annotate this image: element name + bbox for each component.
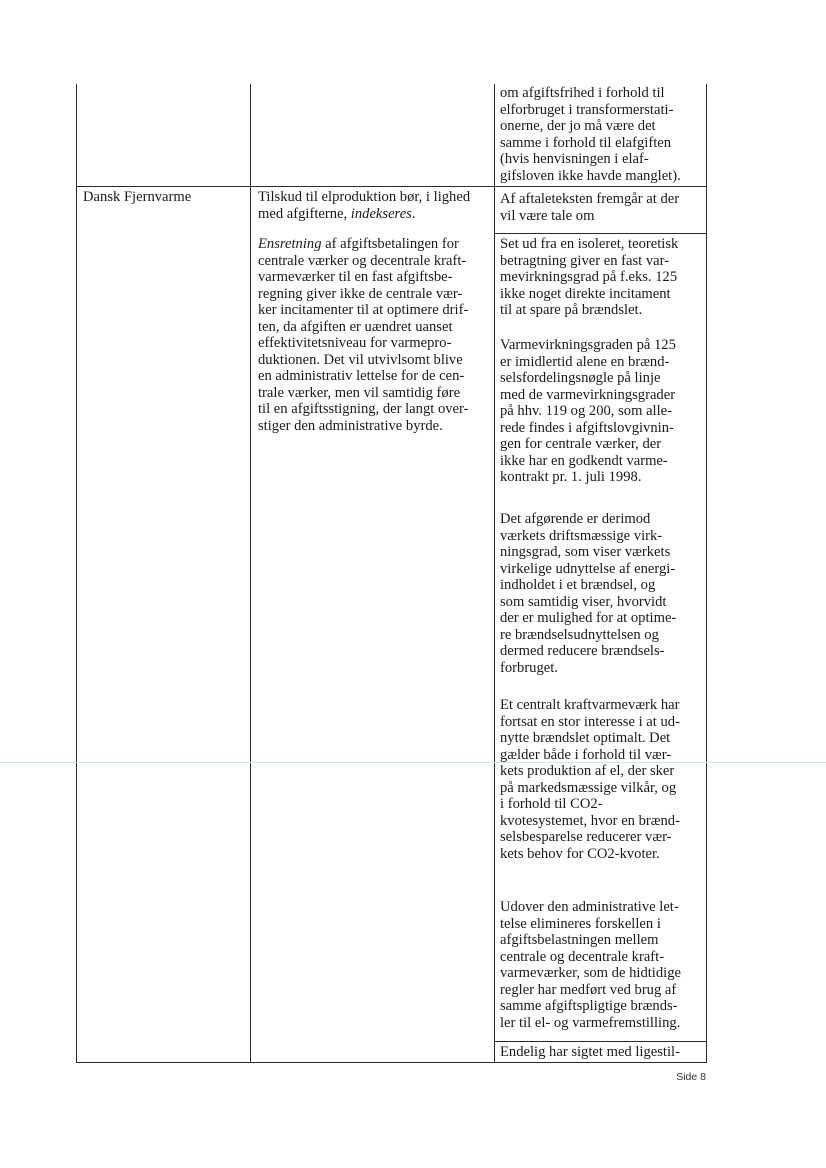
response-paragraph: Af aftaleteksten fremgår at der vil være tale om bbox=[500, 191, 680, 224]
comment-text: Tilskud til elproduktion bør, i lighed med afgifterne, bbox=[258, 189, 471, 222]
comment-emphasis: Ensretning bbox=[258, 236, 322, 252]
table-border-bottom bbox=[76, 1062, 707, 1063]
comment-paragraph bbox=[258, 189, 490, 222]
response-paragraph: Udover den administrative let- telse elimineres forskellen i afgiftsbelastningen mellem centrale og decentrale kraft- varmeværker, som de hidtidige regler har medført ved brug af samme afgiftspligtige brænds- ler til el- og varmefremstilling. bbox=[500, 899, 681, 1031]
response-paragraph: Set ud fra en isoleret, teoretisk betragtning giver en fast var- mevirkningsgrad på f.eks. 125 ikke noget direkte incitament til at spare på brændslet. bbox=[500, 236, 679, 318]
page-number: Side 8 bbox=[676, 1071, 706, 1083]
response-paragraph: Et centralt kraftvarmeværk har fortsat en stor interesse i at ud- nytte brændslet optimalt. Det gælder både i forhold til vær- kets produktion af el, der sker på markedsmæssige vilkår, og i forhold til CO2- kvotesystemet, hvor en brænd- selsbesparelse reducerer vær- kets behov for CO2-kvoter. bbox=[500, 697, 680, 862]
comment-text: . bbox=[411, 205, 416, 222]
right-cell-divider bbox=[494, 1041, 707, 1042]
comment-paragraph bbox=[258, 236, 490, 434]
table-border-left bbox=[76, 84, 77, 1062]
table-row-divider bbox=[76, 186, 707, 187]
response-paragraph: Varmevirkningsgraden på 125 er imidlertid alene en brænd- selsfordelingsnøgle på linje med de varmevirkningsgrader på hhv. 119 og 200, som alle- rede findes i afgiftslovgivnin- gen for centrale værker, der ikke har en godkendt varme- kontrakt pr. 1. juli 1998. bbox=[500, 337, 676, 485]
table-border-col3 bbox=[494, 84, 495, 1062]
response-paragraph: Det afgørende er derimod værkets driftsmæssige virk- ningsgrad, som viser værkets virkelige udnyttelse af energi- indholdet i et brændsel, og som samtidig viser, hvorvidt der er mulighed for at optime- re brændselsudnyttelsen og dermed reducere brændsels- forbruget. bbox=[500, 511, 677, 676]
table-border-col2 bbox=[250, 84, 251, 1062]
comment-emphasis: indekseres bbox=[350, 205, 412, 222]
comment-text: af afgiftsbetalingen for centrale værker og decentrale kraft- varmeværker til en fast afgiftsbe- regning giver ikke de centrale vær- ker incitamenter til at optimere drif- ten, da afgiften er uændret uanset effektivitetsniveau for varmepro- duktionen. Det vil utvivlsomt blive en administrativ lettelse for de cen- trale værker, men vil samtidig føre til en afgiftsstigning, der langt over- stiger den administrative byrde. bbox=[258, 236, 469, 434]
organisation-name: Dansk Fjernvarme bbox=[83, 189, 192, 205]
continuation-text: om afgiftsfrihed i forhold til elforbruget i transformerstati- onerne, der jo må være det samme i forhold til elafgiften (hvis henvisningen i elaf- gifsloven ikke havde manglet). bbox=[500, 85, 681, 184]
table-border-right bbox=[706, 84, 707, 1062]
response-paragraph: Endelig har sigtet med ligestil- bbox=[500, 1044, 680, 1060]
right-cell-divider bbox=[494, 233, 707, 234]
